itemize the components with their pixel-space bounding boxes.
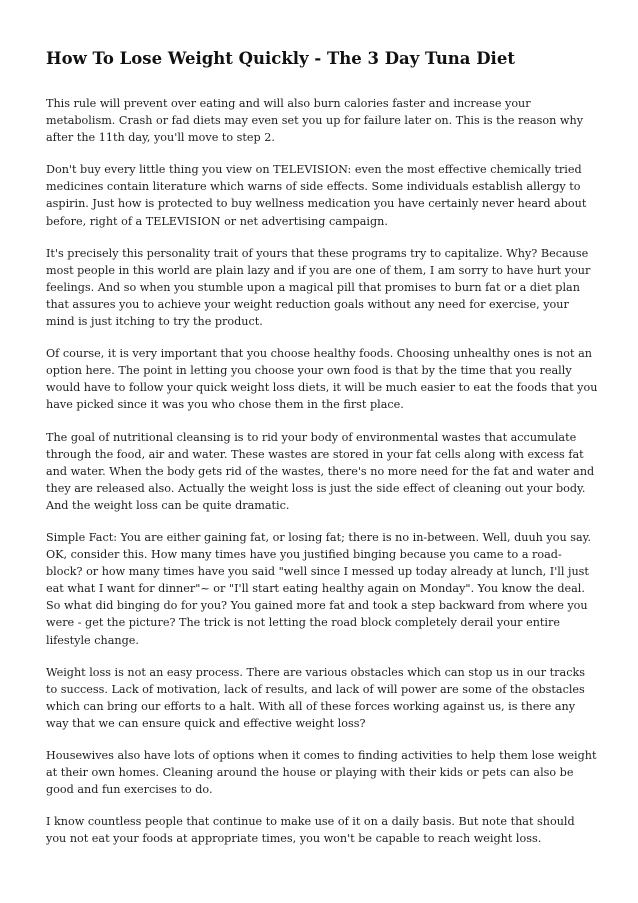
paragraph-6: Simple Fact: You are either gaining fat, or losing fat; there is no in-between. Well, duuh you say. OK, consider this. How many times have you justified binging because you came to a road-block? or how many times have you said "well since I messed up today already at lunch, I'll just eat what I want for dinner"~ or "I'll start eating healthy again on Monday". You know the deal. So what did binging do for you? You gained more fat and took a step backward from where you were - get the picture? The trick is not letting the road block completely derail your entire lifestyle change. <box>46 530 592 647</box>
paragraph-9: I know countless people that continue to make use of it on a daily basis. But note that should you not eat your foods at appropriate times, you won't be capable to reach weight loss. <box>46 815 575 846</box>
document-title: How To Lose Weight Quickly - The 3 Day Tuna Diet <box>46 49 515 68</box>
paragraph-7: Weight loss is not an easy process. There are various obstacles which can stop us in our tracks to success. Lack of motivation, lack of results, and lack of will power are some of the obstacles which can bring our efforts to a halt. With all of these forces working against us, is there any way that we can ensure quick and effective weight loss? <box>46 665 585 730</box>
paragraph-1: This rule will prevent over eating and will also burn calories faster and increase your metabolism. Crash or fad diets may even set you up for failure later on. This is the reason why after the 11th day, you'll move to step 2. <box>46 97 584 145</box>
paragraph-2: Don't buy every little thing you view on TELEVISION: even the most effective chemically tried medicines contain literature which warns of side effects. Some individuals establish allergy to aspirin. Just how is protected to buy wellness medication you have certainly never heard about before, right of a TELEVISION or net advertising campaign. <box>46 163 587 228</box>
paragraph-3: It's precisely this personality trait of yours that these programs try to capitalize. Why? Because most people in this world are plain lazy and if you are one of them, I am sorry to have hurt your feelings. And so when you stumble upon a magical pill that promises to burn fat or a diet plan that assures you to achieve your weight reduction goals without any need for exercise, your mind is just itching to try the product. <box>46 246 591 329</box>
paragraph-4: Of course, it is very important that you choose healthy foods. Choosing unhealthy ones is not an option here. The point in letting you choose your own food is that by the time that you really would have to follow your quick weight loss diets, it will be much easier to eat the foods that you have picked since it was you who chose them in the first place. <box>46 347 598 412</box>
paragraph-5: The goal of nutritional cleansing is to rid your body of environmental wastes that accumulate through the food, air and water. These wastes are stored in your fat cells along with excess fat and water. When the body gets rid of the wastes, there's no more need for the fat and water and they are released also. Actually the weight loss is just the side effect of cleaning out your body. And the weight loss can be quite dramatic. <box>46 430 595 512</box>
document-page <box>46 48 598 862</box>
paragraph-8: Housewives also have lots of options when it comes to finding activities to help them lose weight at their own homes. Cleaning around the house or playing with their kids or pets can also be good and fun exercises to do. <box>46 749 597 797</box>
